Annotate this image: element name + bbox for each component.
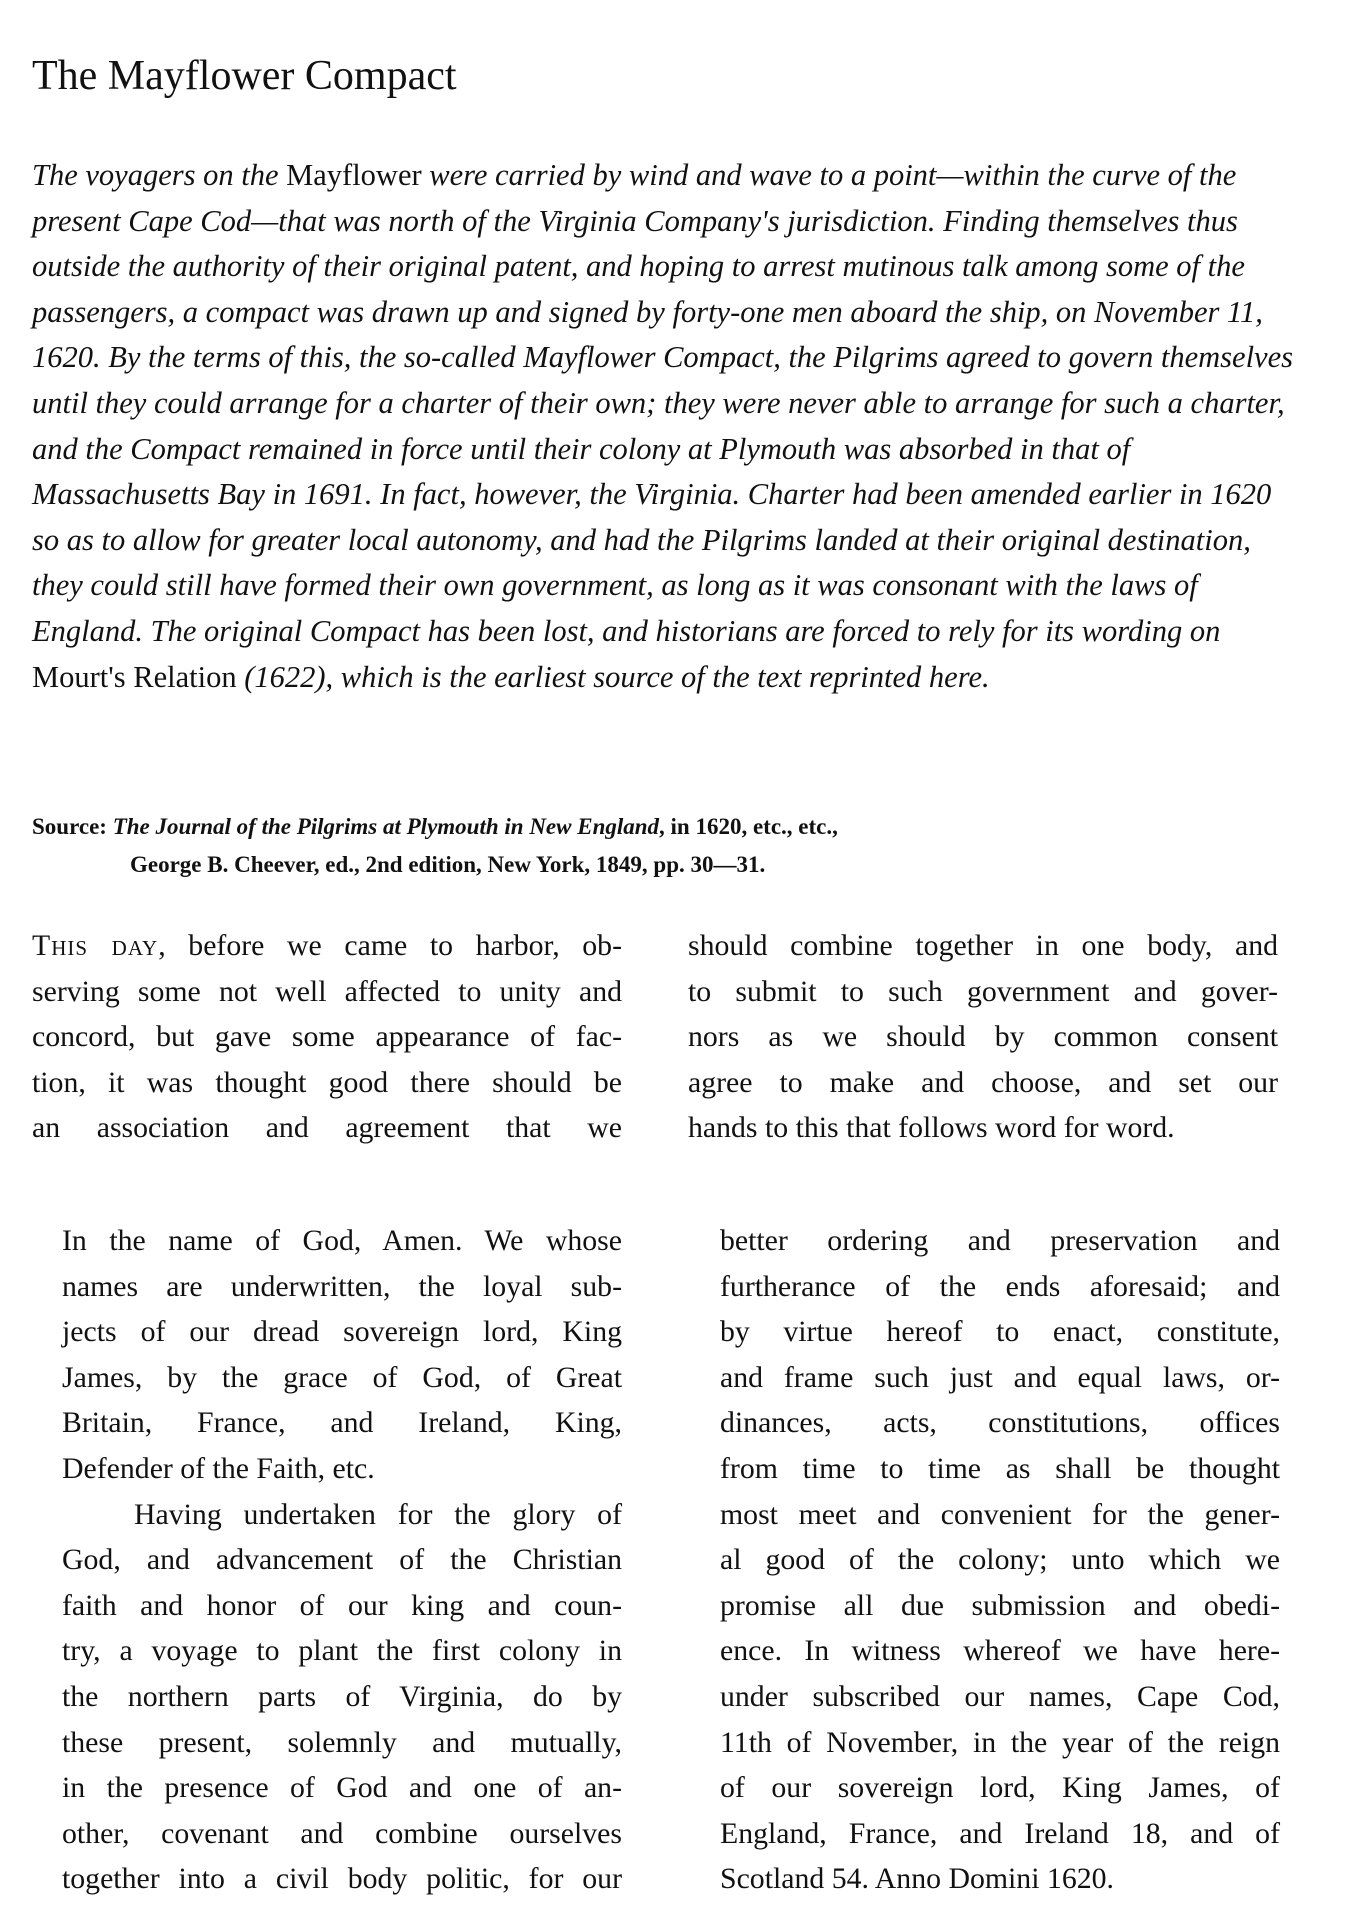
- compact-line: the northern parts of Virginia, do by: [62, 1679, 622, 1713]
- intro-ship-name: Mayflower: [286, 158, 422, 192]
- preamble-lead: This day: [32, 929, 159, 962]
- compact-line: names are underwritten, the loyal sub-: [62, 1269, 622, 1303]
- compact-line: jects of our dread sovereign lord, King: [62, 1315, 622, 1349]
- compact-line: God, and advancement of the Christian: [62, 1543, 622, 1577]
- preamble-right-line: to submit to such government and gover-: [688, 974, 1278, 1008]
- source-citation: [32, 808, 1312, 884]
- compact-line: other, covenant and combine ourselves: [62, 1816, 622, 1850]
- intro-part-1: The voyagers on the: [32, 158, 287, 192]
- preamble-right-column: [688, 923, 1278, 1151]
- preamble-left-column: [32, 923, 622, 1151]
- compact-line: these present, solemnly and mutually,: [62, 1725, 622, 1759]
- compact-line: In the name of God, Amen. We whose: [62, 1224, 622, 1257]
- preamble-left-line: an association and agreement that we: [32, 1111, 622, 1145]
- intro-text: [32, 153, 1300, 700]
- preamble-right-line: agree to make and choose, and set our: [688, 1065, 1278, 1099]
- intro-source-title: Mourt's Relation: [32, 659, 237, 694]
- preamble-left-line: , before we came to harbor, ob-: [158, 929, 622, 962]
- compact-line: ence. In witness whereof we have here-: [720, 1634, 1280, 1668]
- text-line: [32, 923, 622, 969]
- source-line-1: [32, 808, 1312, 846]
- compact-line: furtherance of the ends aforesaid; and: [720, 1269, 1280, 1303]
- intro-part-2: were carried by wind and wave to a point—within the curve of the present Cape Cod—that was north of the Virginia Company's jurisdiction. Finding themselves thus outside the authority of their original patent, and hoping to arrest mutinous talk among some of the passengers, a compact was drawn up and signed by forty-one men aboard the ship, on November 11, 1620. By the terms of this, the so-called Mayflower Compact, the Pilgrims agreed to govern themselves until they could arrange for a charter of their own; they were never able to arrange for such a charter, and the Compact remained in force until their colony at Plymouth was absorbed in that of Massachusetts Bay in 1691. In fact, however, the Virginia. Charter had been amended earlier in 1620 so as to allow for greater local autonomy, and had the Pilgrims landed at their original destination, they could still have formed their own government, as long as it was consonant with the laws of England. The original Compact has been lost, and historians are forced to rely for its wording on: [32, 158, 1293, 648]
- compact-right-column: [720, 1218, 1280, 1902]
- preamble-left-line: tion, it was thought good there should be: [32, 1065, 622, 1099]
- compact-line: by virtue hereof to enact, constitute,: [720, 1315, 1280, 1349]
- compact-line: James, by the grace of God, of Great: [62, 1360, 622, 1394]
- source-cite-title: The Journal of the Pilgrims at Plymouth in New England: [112, 814, 660, 839]
- intro-paragraph: [32, 153, 1300, 700]
- compact-line: together into a civil body politic, for our: [62, 1862, 622, 1896]
- compact-line: and frame such just and equal laws, or-: [720, 1360, 1280, 1394]
- compact-line: 11th of November, in the year of the reign: [720, 1725, 1280, 1759]
- compact-line: from time to time as shall be thought: [720, 1451, 1280, 1485]
- compact-line: promise all due submission and obedi-: [720, 1588, 1280, 1622]
- preamble-right-line: nors as we should by common consent: [688, 1020, 1278, 1054]
- source-line-2: George B. Cheever, ed., 2nd edition, New York, 1849, pp. 30—31.: [130, 852, 766, 877]
- compact-line: Defender of the Faith, etc.: [62, 1451, 375, 1485]
- compact-line: try, a voyage to plant the first colony in: [62, 1634, 622, 1668]
- compact-line: most meet and convenient for the gener-: [720, 1497, 1280, 1531]
- compact-line: Having undertaken for the glory of: [134, 1497, 622, 1531]
- source-cite-rest: , in 1620, etc., etc.,: [659, 814, 838, 839]
- source-label: Source:: [32, 814, 113, 839]
- compact-line: of our sovereign lord, King James, of: [720, 1771, 1280, 1805]
- compact-line: al good of the colony; unto which we: [720, 1543, 1280, 1577]
- compact-line: England, France, and Ireland 18, and of: [720, 1816, 1280, 1850]
- preamble-left-line: concord, but gave some appearance of fac-: [32, 1020, 622, 1054]
- compact-line: Scotland 54. Anno Domini 1620.: [720, 1862, 1114, 1896]
- compact-left-column: [62, 1218, 622, 1902]
- compact-line: better ordering and preservation and: [720, 1224, 1280, 1257]
- intro-part-3: (1622), which is the earliest source of the text reprinted here.: [236, 659, 990, 694]
- compact-line: dinances, acts, constitutions, offices: [720, 1406, 1280, 1440]
- compact-line: under subscribed our names, Cape Cod,: [720, 1679, 1280, 1713]
- compact-line: faith and honor of our king and coun-: [62, 1588, 622, 1622]
- compact-line: in the presence of God and one of an-: [62, 1771, 622, 1805]
- preamble-right-line: hands to this that follows word for word.: [688, 1111, 1175, 1145]
- compact-line: Britain, France, and Ireland, King,: [62, 1406, 622, 1440]
- preamble-left-line: serving some not well affected to unity and: [32, 974, 622, 1008]
- preamble-right-line: should combine together in one body, and: [688, 929, 1278, 962]
- page-title: The Mayflower Compact: [32, 53, 457, 99]
